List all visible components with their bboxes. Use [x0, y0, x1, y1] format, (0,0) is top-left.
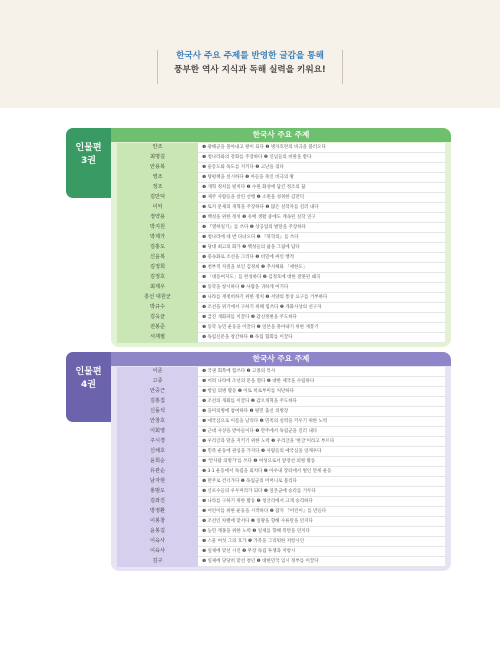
topic-description: ❶ 근대 사상을 받아들이다 ❷ 만주에서 독립군을 길러 내다 [198, 427, 445, 437]
person-name: 신윤복 [117, 253, 198, 263]
person-name: 김정희 [117, 263, 198, 273]
person-name: 남자현 [117, 477, 198, 487]
table-row [117, 367, 445, 377]
person-name: 김구 [117, 557, 198, 567]
table-row [117, 233, 445, 243]
person-name: 정조 [117, 183, 198, 193]
person-name: 김홍도 [117, 243, 198, 253]
table-row [117, 397, 445, 407]
person-name: 이육사 [117, 547, 198, 557]
topic-description: ❶ 을미의병에 참여하다 ❷ 평민 출신 의병장 [198, 407, 445, 417]
table-row [117, 537, 445, 547]
person-name: 최명길 [117, 153, 198, 163]
table-row [117, 477, 445, 487]
topic-description: ❶ 백성을 위한 정치 ❷ 유배 생활 중에도 계속된 실학 연구 [198, 213, 445, 223]
volume-tab [66, 352, 111, 422]
table-row [117, 183, 445, 193]
person-name: 방정환 [117, 507, 198, 517]
topic-description: ❶ 제주 사람들을 살린 선행 ❷ 소원을 성취한 김만덕 [198, 193, 445, 203]
topic-description: ❶ 독립신문을 창간하다 ❷ 독립 협회를 이끌다 [198, 333, 445, 343]
topic-description: ❶ 민족 운동에 관심을 가지다 ❷ 사람들의 애국심을 일깨우다 [198, 447, 445, 457]
person-name: 안용복 [117, 163, 198, 173]
person-name: 이회영 [117, 427, 198, 437]
person-name: 이육사 [117, 537, 198, 547]
volume-tab-label: 인물편 [75, 367, 102, 377]
heading-line-2: 풍부한 역사 지식과 독해 실력을 키워요! [174, 65, 326, 75]
person-name: 윤봉길 [117, 527, 198, 537]
topic-description: ❶ '안사람 의병가'를 쓰다 ❷ 여성으로서 앞장선 의병 활동 [198, 457, 445, 467]
person-name: 박규수 [117, 303, 198, 313]
table-row [117, 427, 445, 437]
table-row [117, 333, 445, 343]
person-name: 주시경 [117, 437, 198, 447]
table-row [117, 517, 445, 527]
table-row [117, 417, 445, 427]
topic-description: ❶ 광해군을 몰아내고 왕이 되다 ❷ 병자호란의 비극을 불러오다 [198, 143, 445, 153]
volume-tab-label: 인물편 [75, 143, 102, 153]
table-row [117, 293, 445, 303]
topic-description: ❶ 일제에 당당히 맞선 청년 ❷ 대한민국 임시 정부를 이끌다 [198, 557, 445, 567]
page-heading [0, 50, 500, 77]
table-row [117, 263, 445, 273]
table-row [117, 273, 445, 283]
topic-description: ❶ 급진 개화파를 이끌다 ❷ 갑신정변을 주도하다 [198, 313, 445, 323]
topic-description: ❶ 일제에 맞선 시인 ❷ 무장 독립 투쟁과 저항시 [198, 547, 445, 557]
table-row [117, 387, 445, 397]
person-name: 영조 [117, 173, 198, 183]
topic-description: ❶ 울릉도와 독도를 지키다 ❷ 고난을 겪다 [198, 163, 445, 173]
topic-description: ❶ 어린이를 위한 운동을 시작하다 ❷ 잡지 『어린이』를 만들다 [198, 507, 445, 517]
table-row [117, 153, 445, 163]
topic-list [117, 143, 445, 343]
topic-description: ❶ 청나라에 네 번 다녀오다 ❷ 『북학의』를 쓰다 [198, 233, 445, 243]
person-name: 홍범도 [117, 487, 198, 497]
topic-panel-title: 한국사 주요 주제 [111, 352, 451, 366]
person-name: 유관순 [117, 467, 198, 477]
topic-description: ❶ 천부적 자질을 보인 김정희 ❷ 추사체와 「세한도」 [198, 263, 445, 273]
topic-description: ❶ 농민 계몽을 위한 노력 ❷ 일제를 향해 폭탄을 던지다 [198, 527, 445, 537]
person-name: 최제우 [117, 283, 198, 293]
person-name: 서재필 [117, 333, 198, 343]
topic-description: ❶ 청나라와의 강화를 주장하다 ❷ 신념들의 비판을 받다 [198, 153, 445, 163]
table-row [117, 547, 445, 557]
topic-description: ❶ 애국심으로 이름을 날리다 ❷ 민족의 실력을 키우기 위한 노력 [198, 417, 445, 427]
topic-panel-title: 한국사 주요 주제 [111, 128, 451, 142]
person-name: 박제가 [117, 233, 198, 243]
topic-description: ❶ 우리글과 말을 지키기 위한 노력 ❷ 우리글을 '한글'이라고 부르다 [198, 437, 445, 447]
table-row [117, 457, 445, 467]
table-row [117, 243, 445, 253]
topic-description: ❶ 항일 의병 활동 ❷ 이토 히로부미를 처단하다 [198, 387, 445, 397]
topic-description: ❶ 만주로 건너가다 ❷ 독립군의 어머니로 불리다 [198, 477, 445, 487]
topic-description: ❶ 어려 나라에 조선의 문을 열다 ❷ 대한 제국을 수립하다 [198, 377, 445, 387]
person-name: 안중근 [117, 387, 198, 397]
topic-panel [111, 352, 451, 571]
table-row [117, 487, 445, 497]
person-name: 흥선 대원군 [117, 293, 198, 303]
person-name: 김만덕 [117, 193, 198, 203]
topic-description: ❶ 스물 여섯 그의 호가 ❷ 가족을 그리워한 저항시인 [198, 537, 445, 547]
table-row [117, 203, 445, 213]
heading-line-1: 한국사 주요 주제를 반영한 글감을 통해 [176, 51, 324, 61]
table-row [117, 467, 445, 477]
table-row [117, 323, 445, 333]
topic-description: ❶ 당대 최고의 화가 ❷ 백성들의 삶을 그림에 담다 [198, 243, 445, 253]
table-row [117, 407, 445, 417]
table-row [117, 527, 445, 537]
person-name: 김홍집 [117, 397, 198, 407]
person-name: 김옥균 [117, 313, 198, 323]
topic-description: ❶ 탕평책을 실시하다 ❷ 아들을 죽인 비극의 왕 [198, 173, 445, 183]
topic-list [117, 367, 445, 567]
topic-description: ❶ 풍속화로 조선을 그리다 ❷ 비밀에 싸인 행적 [198, 253, 445, 263]
person-name: 이봉창 [117, 517, 198, 527]
person-name: 신돌석 [117, 407, 198, 417]
table-row [117, 223, 445, 233]
person-name: 안창호 [117, 417, 198, 427]
topic-description: ❶ 조선인 차별에 맞서다 ❷ 일왕을 향해 수류탄을 던지다 [198, 517, 445, 527]
table-row [117, 437, 445, 447]
volume-tab [66, 128, 111, 198]
person-name: 신채호 [117, 447, 198, 457]
table-row [117, 497, 445, 507]
topic-panel [111, 128, 451, 347]
topic-description: ❶ 국권 회복에 힘쓰다 ❷ 고종의 특사 [198, 367, 445, 377]
table-row [117, 303, 445, 313]
volume-tab-number: 3권 [81, 156, 96, 166]
topic-description: ❶ 나라를 재정비하기 위한 정치 ❷ 서양의 통상 요구를 거부하다 [198, 293, 445, 303]
topic-description: ❶ 개혁 정치를 펼치다 ❷ 수원 화성에 담긴 정조의 꿈 [198, 183, 445, 193]
table-row [117, 283, 445, 293]
table-row [117, 507, 445, 517]
topic-description: ❶ 토지 문제의 개혁을 주장하다 ❷ 많은 실학자를 길러 내다 [198, 203, 445, 213]
person-name: 윤희순 [117, 457, 198, 467]
table-row [117, 447, 445, 457]
person-name: 이준 [117, 367, 198, 377]
volume-tab-number: 4권 [81, 380, 96, 390]
table-row [117, 253, 445, 263]
table-row [117, 377, 445, 387]
table-row [117, 173, 445, 183]
topic-description: ❶ 동학을 창시하다 ❷ 사람을 귀하게 여기다 [198, 283, 445, 293]
person-name: 김정호 [117, 273, 198, 283]
topic-description: ❶ 산포수들의 우두머리가 되다 ❷ 일본군에 승리를 거두다 [198, 487, 445, 497]
table-row [117, 143, 445, 153]
person-name: 전봉준 [117, 323, 198, 333]
table-row [117, 313, 445, 323]
topic-description: ❶ 조선을 위기에서 구하기 위해 힘쓰다 ❷ 개화사상의 선구자 [198, 303, 445, 313]
person-name: 정약용 [117, 213, 198, 223]
topic-description: ❶ 동학 농민 운동을 이끌다 ❷ 일본을 몰아내기 위한 재봉기 [198, 323, 445, 333]
heading-right-rule [342, 50, 343, 84]
person-name: 고종 [117, 377, 198, 387]
heading-left-rule [157, 50, 158, 84]
person-name: 김좌진 [117, 497, 198, 507]
table-row [117, 193, 445, 203]
person-name: 이익 [117, 203, 198, 213]
topic-description: ❶ 나라를 구하기 위한 활동 ❷ 청산리에서 크게 승리하다 [198, 497, 445, 507]
topic-description: ❶ 『열하일기』를 쓰다 ❷ 상공업의 발달을 주장하다 [198, 223, 445, 233]
person-name: 박지원 [117, 223, 198, 233]
person-name: 안조 [117, 143, 198, 153]
topic-description: ❶ 「대동여지도」를 완성하다 ❷ 김정호에 대한 잘못된 왜곡 [198, 273, 445, 283]
table-row [117, 557, 445, 567]
topic-description: ❶ 조선의 개화를 이끌다 ❷ 갑오개혁을 주도하다 [198, 397, 445, 407]
table-row [117, 213, 445, 223]
table-row [117, 163, 445, 173]
topic-description: ❶ 3·1 운동에서 독립을 외치다 ❷ 아우내 장터에서 벌인 만세 운동 [198, 467, 445, 477]
